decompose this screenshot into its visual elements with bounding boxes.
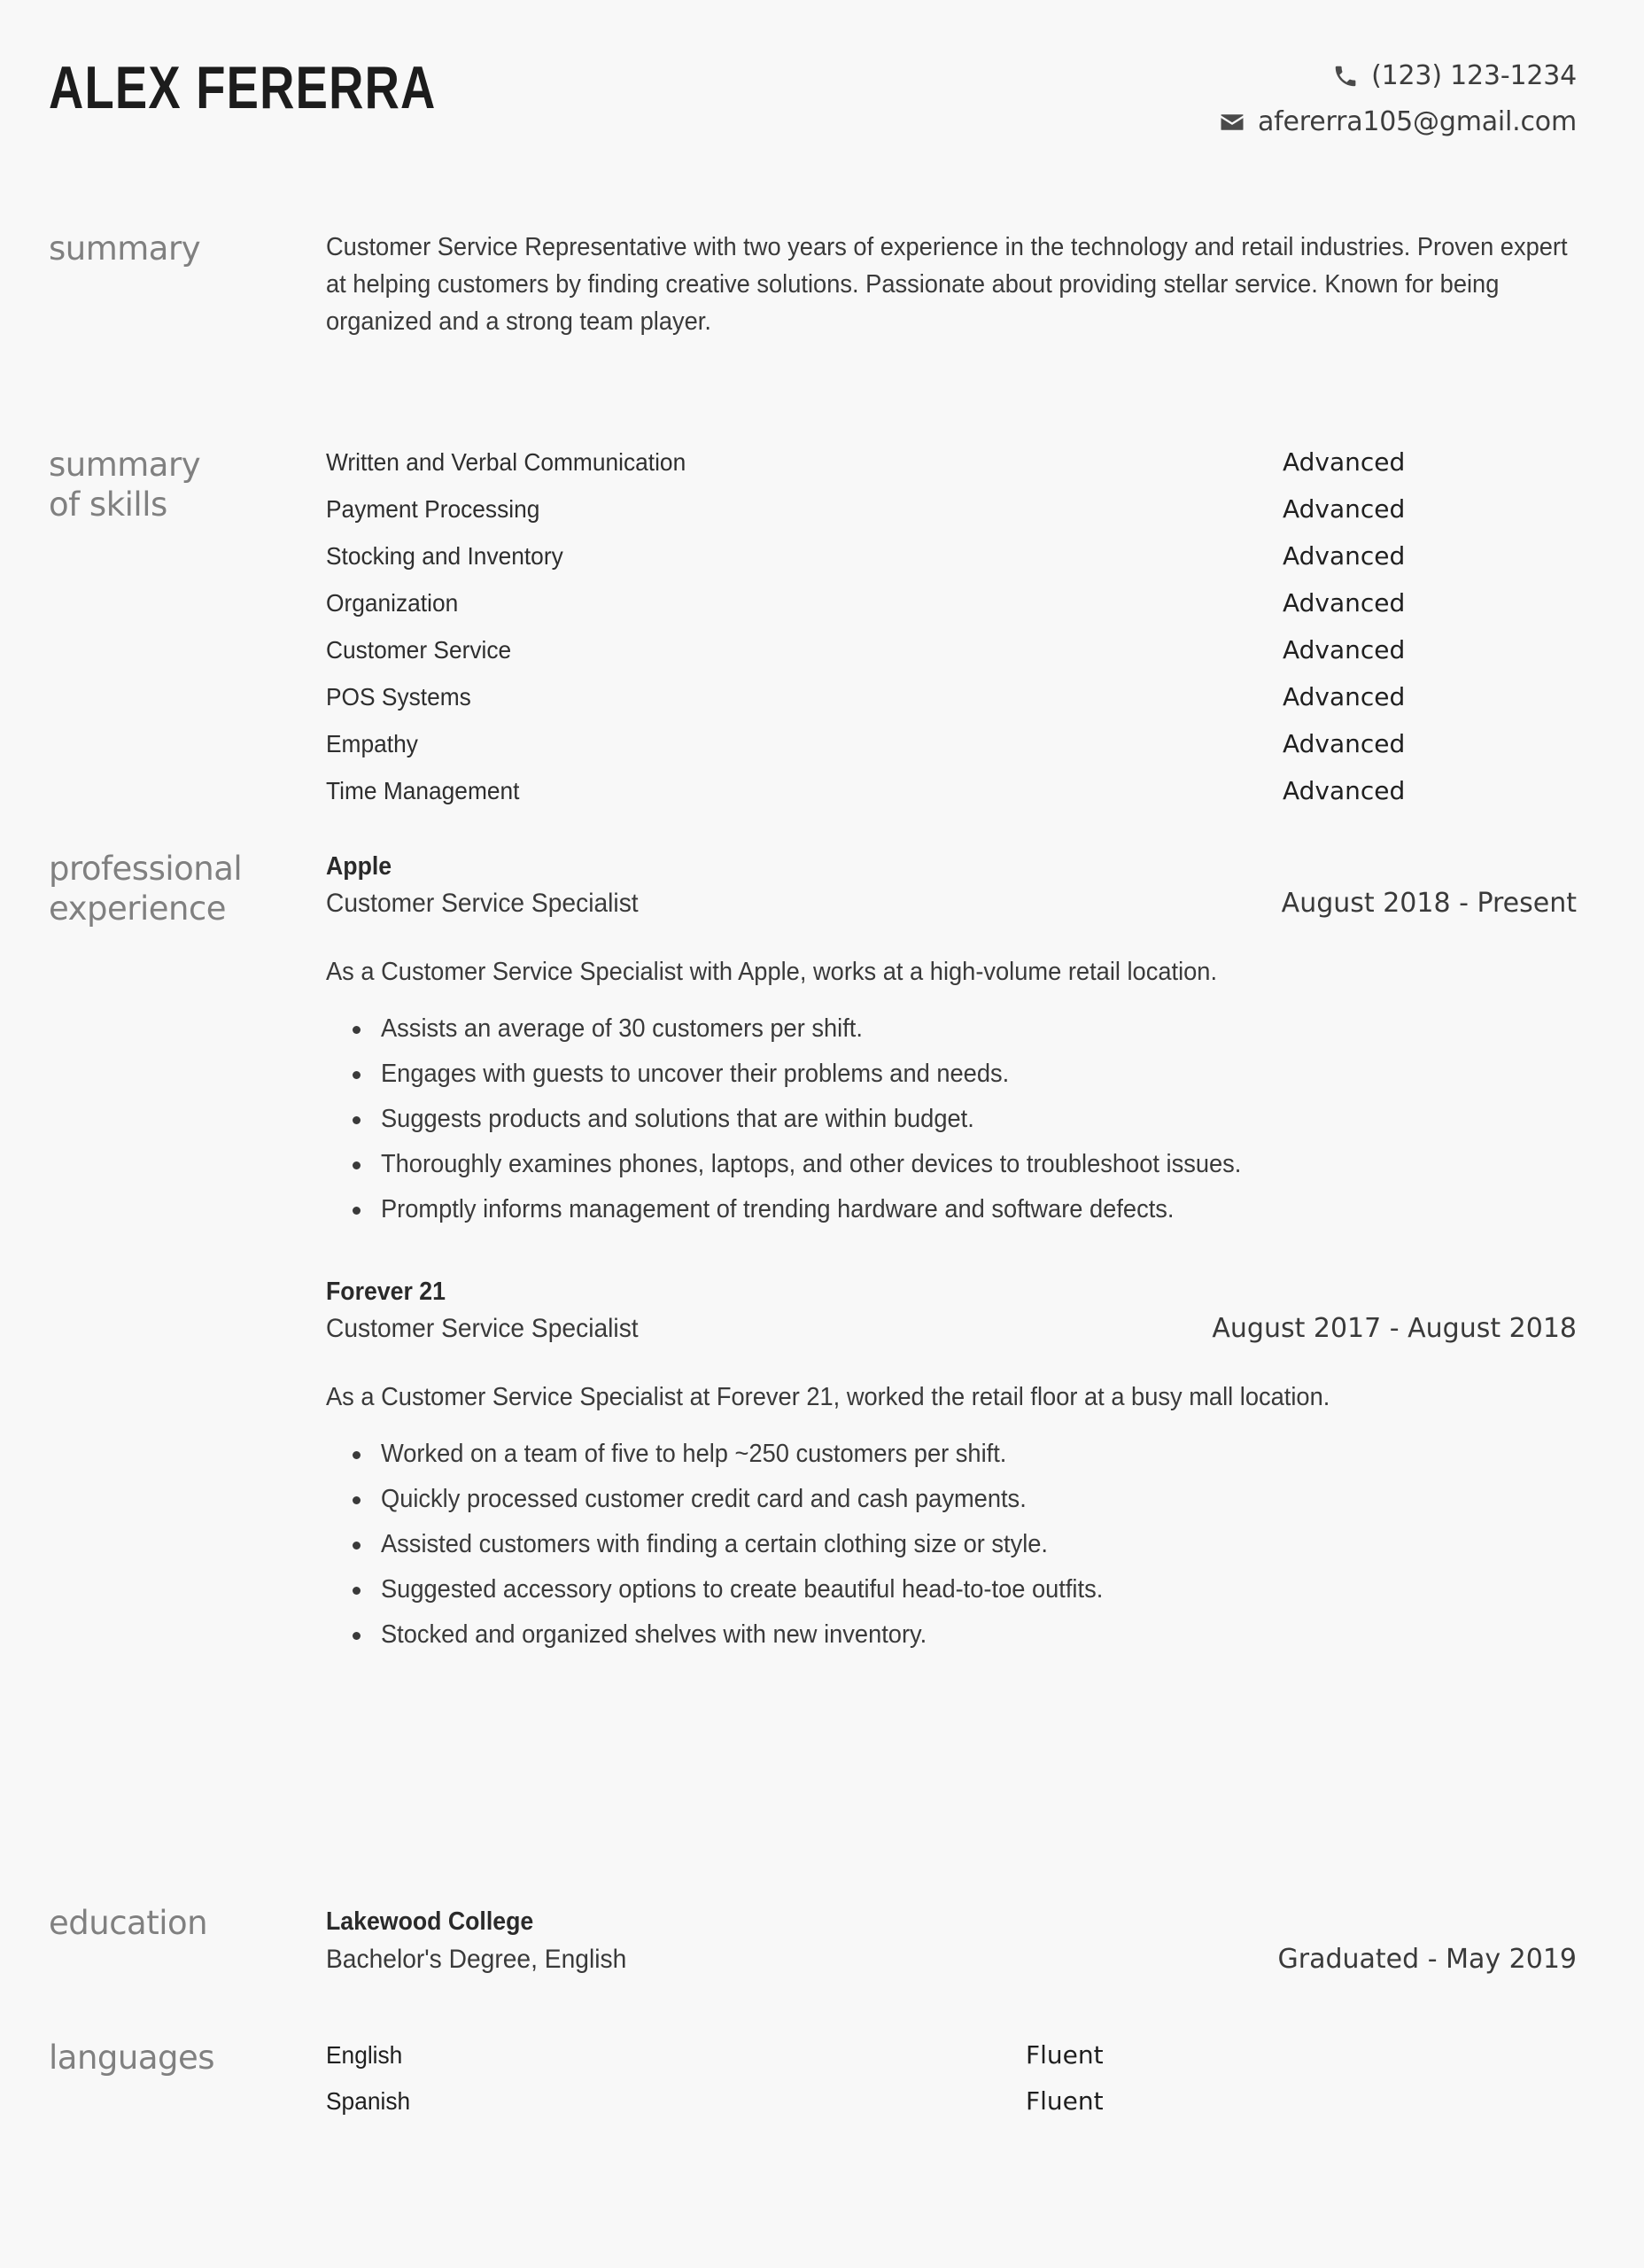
skill-row	[326, 773, 1577, 820]
bullet-text: Promptly informs management of trending hardware and software defects.	[381, 1195, 1175, 1223]
section-label-skills-line1: summary	[49, 446, 201, 484]
skill-level: Advanced	[1283, 447, 1406, 477]
education-line	[326, 1940, 1577, 1983]
skill-row	[326, 726, 1577, 773]
section-label-experience	[49, 849, 314, 928]
job-title: Customer Service Specialist	[326, 889, 639, 918]
section-label-skills	[49, 445, 314, 524]
skill-level: Advanced	[1283, 682, 1406, 711]
skills-body	[326, 445, 1577, 820]
skill-level: Advanced	[1283, 635, 1406, 664]
education-degree: Bachelor's Degree, English	[326, 1945, 627, 1974]
experience-body	[326, 849, 1577, 1661]
skill-level: Advanced	[1283, 588, 1406, 617]
job-description: As a Customer Service Specialist at Forever 21, worked the retail floor at a busy mall location.	[326, 1383, 1330, 1411]
education-graduation: Graduated - May 2019	[1277, 1944, 1577, 1975]
language-name: Spanish	[326, 2087, 411, 2115]
language-name: English	[326, 2041, 403, 2069]
bullet-text: Thoroughly examines phones, laptops, and other devices to troubleshoot issues.	[381, 1150, 1242, 1178]
list-item	[381, 1571, 1577, 1608]
list-item	[381, 1526, 1577, 1563]
bullet-text: Assisted customers with finding a certain clothing size or style.	[381, 1530, 1049, 1558]
skill-row	[326, 492, 1577, 539]
bullet-text: Quickly processed customer credit card and cash payments.	[381, 1485, 1027, 1513]
skill-row	[326, 680, 1577, 726]
bullet-text: Stocked and organized shelves with new inventory.	[381, 1620, 927, 1649]
skill-row	[326, 586, 1577, 633]
bullet-text: Worked on a team of five to help ~250 customers per shift.	[381, 1440, 1007, 1468]
experience-job	[326, 849, 1577, 1228]
skill-name: Payment Processing	[326, 495, 540, 523]
skill-row	[326, 445, 1577, 492]
section-label-summary: summary	[49, 229, 201, 268]
job-dates: August 2018 - Present	[1281, 888, 1577, 919]
skill-name: Empathy	[326, 730, 418, 757]
contact-email[interactable]	[1219, 99, 1577, 145]
skill-name: Customer Service	[326, 636, 512, 664]
job-header-line	[326, 884, 1577, 928]
list-item	[381, 1480, 1577, 1518]
envelope-icon	[1219, 109, 1245, 136]
summary-text: Customer Service Representative with two years of experience in the technology and retail industries. Proven expert at helping customers by finding creative solutions. Passionate about providing stellar service. Known for being organized and a strong team player.	[326, 233, 1568, 336]
resume-header	[0, 53, 1644, 159]
list-item	[381, 1055, 1577, 1092]
education-school: Lakewood College	[326, 1907, 534, 1936]
list-item	[381, 1435, 1577, 1472]
language-row	[326, 2084, 1577, 2130]
email-address: afererra105@gmail.com	[1257, 106, 1577, 137]
languages-body	[326, 2038, 1577, 2130]
skill-name: Time Management	[326, 777, 520, 804]
skill-level: Advanced	[1283, 541, 1406, 571]
list-item	[381, 1010, 1577, 1047]
language-level: Fluent	[1026, 2086, 1104, 2116]
phone-number: (123) 123-1234	[1371, 60, 1577, 91]
skill-level: Advanced	[1283, 776, 1406, 805]
section-label-skills-line2: of skills	[49, 485, 167, 524]
bullet-text: Assists an average of 30 customers per shift.	[381, 1014, 863, 1043]
job-title: Customer Service Specialist	[326, 1314, 639, 1343]
job-company: Forever 21	[326, 1278, 446, 1306]
experience-job	[326, 1274, 1577, 1653]
list-item	[381, 1191, 1577, 1228]
contact-phone[interactable]	[1219, 53, 1577, 99]
list-item	[381, 1146, 1577, 1183]
skill-name: POS Systems	[326, 683, 471, 711]
education-body	[326, 1903, 1577, 1983]
summary-body	[326, 229, 1577, 340]
list-item	[381, 1616, 1577, 1653]
job-bullet-list	[326, 1435, 1577, 1653]
job-bullet-list	[326, 1010, 1577, 1228]
job-description: As a Customer Service Specialist with Apple, works at a high-volume retail location.	[326, 958, 1218, 986]
skill-level: Advanced	[1283, 494, 1406, 524]
section-label-education: education	[49, 1904, 208, 1942]
language-row	[326, 2038, 1577, 2084]
skill-name: Written and Verbal Communication	[326, 448, 686, 476]
section-label-languages: languages	[49, 2039, 215, 2077]
job-company: Apple	[326, 852, 392, 881]
bullet-text: Engages with guests to uncover their problems and needs.	[381, 1060, 1010, 1088]
section-label-experience-line2: experience	[49, 889, 227, 928]
bullet-text: Suggests products and solutions that are within budget.	[381, 1105, 974, 1133]
skill-name: Stocking and Inventory	[326, 542, 563, 570]
skill-level: Advanced	[1283, 729, 1406, 758]
list-item	[381, 1100, 1577, 1138]
skill-row	[326, 539, 1577, 586]
job-header-line	[326, 1309, 1577, 1354]
section-label-experience-line1: professional	[49, 850, 243, 888]
skill-name: Organization	[326, 589, 459, 617]
job-dates: August 2017 - August 2018	[1212, 1313, 1577, 1344]
bullet-text: Suggested accessory options to create beautiful head-to-toe outfits.	[381, 1575, 1104, 1604]
language-level: Fluent	[1026, 2040, 1104, 2070]
phone-icon	[1332, 63, 1359, 89]
page-title: ALEX FERERRA	[49, 54, 437, 121]
skill-row	[326, 633, 1577, 680]
contact-block	[1219, 53, 1577, 145]
